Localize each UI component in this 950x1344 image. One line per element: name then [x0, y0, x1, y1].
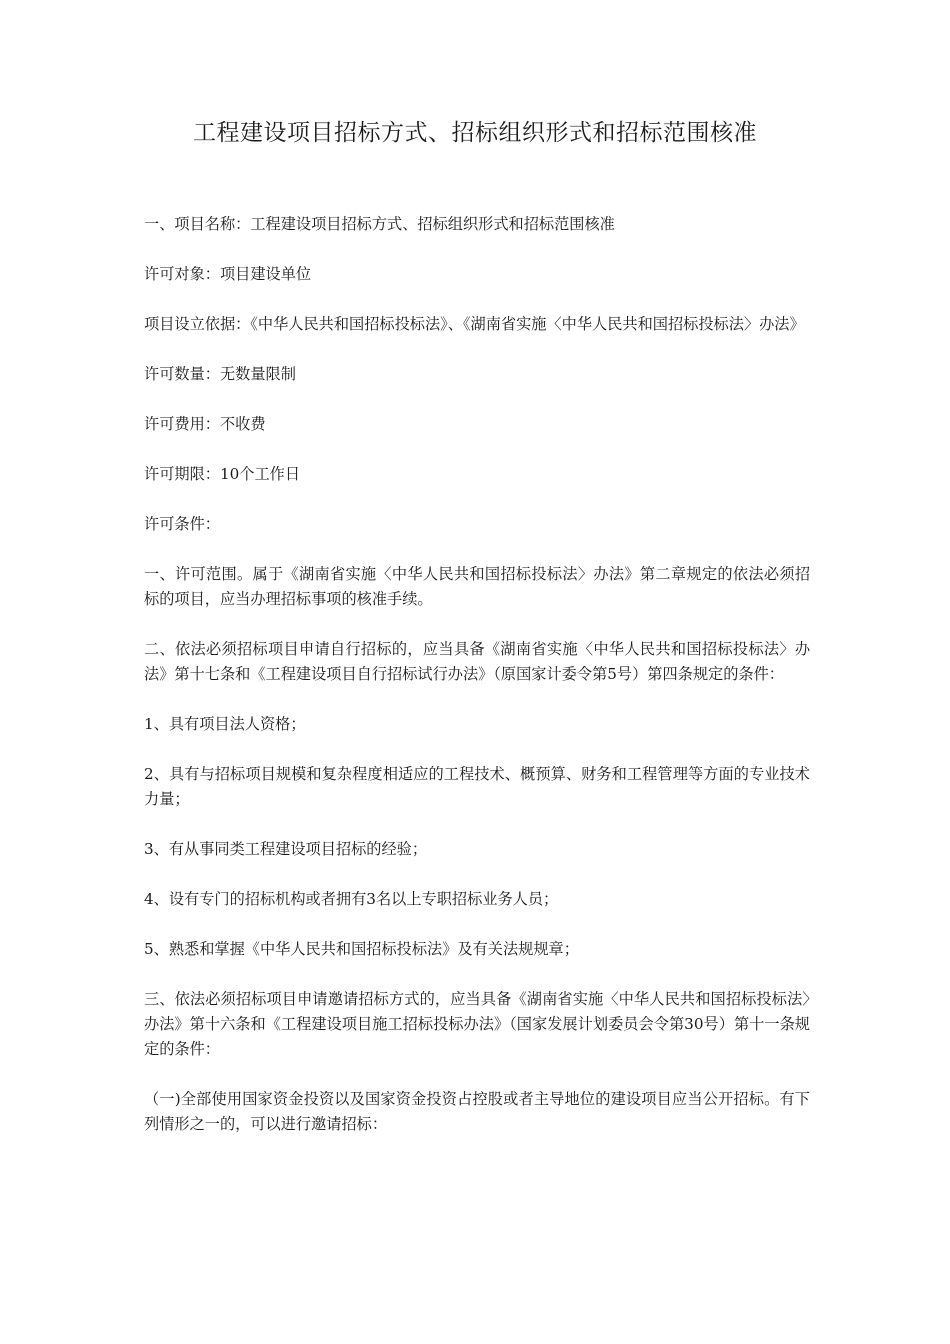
paragraph-license-fee: 许可费用：不收费	[144, 415, 266, 433]
list-item: 5、熟悉和掌握《中华人民共和国招标投标法》及有关法规规章；	[144, 940, 579, 958]
paragraph-license-quantity: 许可数量：无数量限制	[144, 365, 296, 383]
paragraph-public-tendering: （一)全部使用国家资金投资以及国家资金投资占控股或者主导地位的建设项目应当公开招标。有下列情形之一的，可以进行邀请招标：	[144, 1090, 810, 1133]
paragraph-license-period: 许可期限：10个工作日	[144, 465, 301, 483]
list-item: 3、有从事同类工程建设项目招标的经验；	[144, 840, 428, 858]
list-item: 1、具有项目法人资格；	[144, 715, 306, 733]
document-body	[144, 212, 810, 1162]
list-item: 4、设有专门的招标机构或者拥有3名以上专职招标业务人员；	[144, 890, 559, 908]
list-item: 2、具有与招标项目规模和复杂程度相适应的工程技术、概预算、财务和工程管理等方面的专业技术力量；	[144, 765, 810, 808]
paragraph-invited-tendering: 三、依法必须招标项目申请邀请招标方式的，应当具备《湖南省实施〈中华人民共和国招标投标法〉办法》第十六条和《工程建设项目施工招标投标办法》（国家发展计划委员会令第30号）第十一条规定的条件：	[144, 990, 810, 1058]
paragraph-license-object: 许可对象：项目建设单位	[144, 265, 312, 283]
document-title: 工程建设项目招标方式、招标组织形式和招标范围核准	[193, 120, 757, 146]
paragraph-scope: 一、许可范围。属于《湖南省实施〈中华人民共和国招标投标法〉办法》第二章规定的依法必须招标的项目，应当办理招标事项的核准手续。	[144, 565, 810, 608]
paragraph-legal-basis: 项目设立依据：《中华人民共和国招标投标法》、《湖南省实施〈中华人民共和国招标投标法〉办法》	[144, 315, 805, 333]
paragraph-license-conditions: 许可条件：	[144, 515, 220, 533]
paragraph-self-tendering: 二、依法必须招标项目申请自行招标的，应当具备《湖南省实施〈中华人民共和国招标投标法〉办法》第十七条和《工程建设项目自行招标试行办法》（原国家计委令第5号）第四条规定的条件：	[144, 640, 810, 683]
paragraph-project-name: 一、项目名称：工程建设项目招标方式、招标组织形式和招标范围核准	[144, 215, 615, 233]
